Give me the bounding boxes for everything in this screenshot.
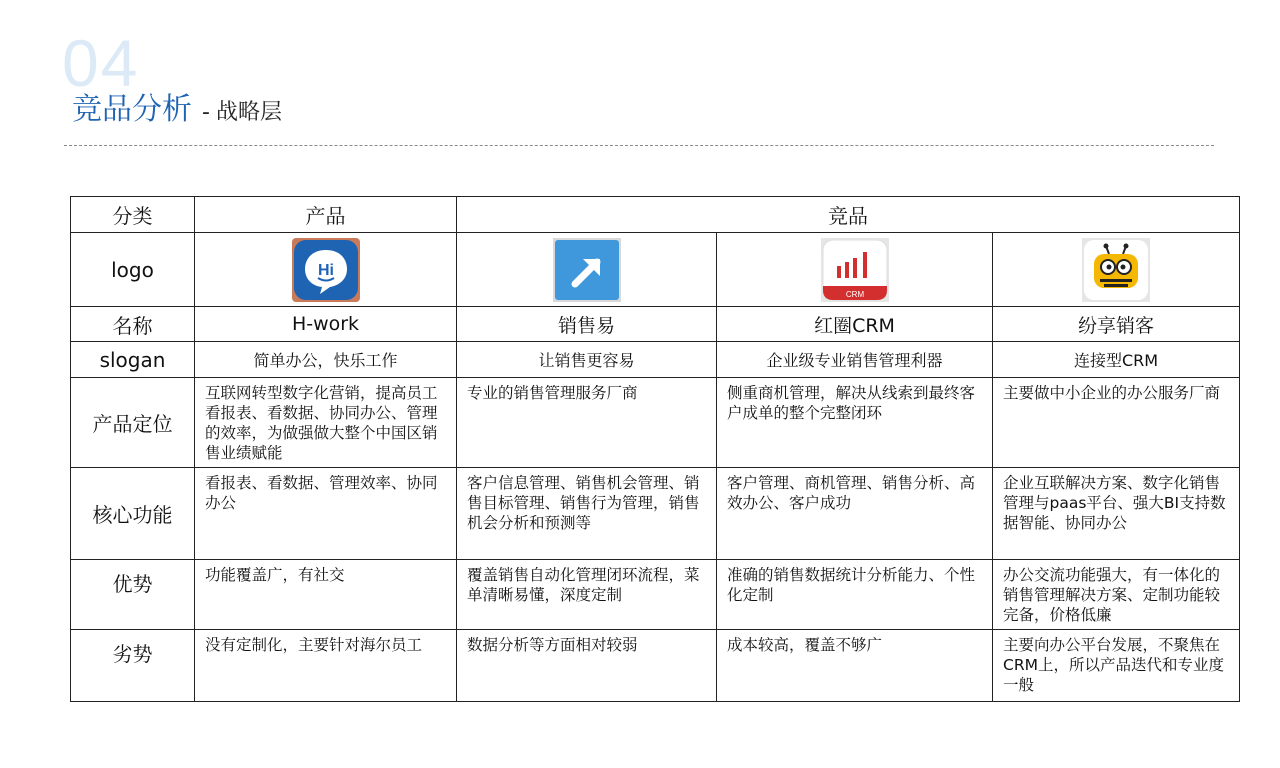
product-features: 企业互联解决方案、数字化销售管理与paas平台、强大BI支持数据智能、协同办公 — [993, 468, 1240, 560]
row-label-name: 名称 — [71, 307, 195, 342]
logo-cell — [195, 233, 457, 307]
features-row — [71, 468, 1240, 560]
title-separator: - — [202, 100, 210, 125]
row-label-disadvantages: 劣势 — [71, 630, 195, 702]
logo-row — [71, 233, 1240, 307]
header-category: 分类 — [71, 197, 195, 233]
product-features: 看报表、看数据、管理效率、协同办公 — [195, 468, 457, 560]
product-positioning: 专业的销售管理服务厂商 — [457, 378, 717, 468]
product-slogan: 企业级专业销售管理利器 — [717, 342, 993, 378]
product-slogan: 简单办公，快乐工作 — [195, 342, 457, 378]
header-row — [71, 197, 1240, 233]
header-competitors: 竞品 — [457, 197, 1240, 233]
row-label-advantages: 优势 — [71, 560, 195, 630]
title-main: 竞品分析 — [72, 92, 192, 127]
title-subtitle: 战略层 — [215, 100, 282, 125]
product-disadvantages: 主要向办公平台发展，不聚焦在CRM上，所以产品迭代和专业度一般 — [993, 630, 1240, 702]
page-title — [72, 84, 282, 128]
product-advantages: 准确的销售数据统计分析能力、个性化定制 — [717, 560, 993, 630]
product-name: 销售易 — [457, 307, 717, 342]
svg-text:Hi: Hi — [317, 261, 334, 279]
product-slogan: 连接型CRM — [993, 342, 1240, 378]
product-features: 客户信息管理、销售机会管理、销售目标管理、销售行为管理，销售机会分析和预测等 — [457, 468, 717, 560]
product-disadvantages: 没有定制化，主要针对海尔员工 — [195, 630, 457, 702]
product-advantages: 覆盖销售自动化管理闭环流程，菜单清晰易懂，深度定制 — [457, 560, 717, 630]
product-features: 客户管理、商机管理、销售分析、高效办公、客户成功 — [717, 468, 993, 560]
product-positioning: 主要做中小企业的办公服务厂商 — [993, 378, 1240, 468]
title-divider — [64, 145, 1214, 146]
product-name: 纷享销客 — [993, 307, 1240, 342]
header-product: 产品 — [195, 197, 457, 233]
bee-mascot-icon — [1082, 238, 1150, 302]
arrow-up-right-icon — [553, 238, 621, 302]
section-number: 04 — [62, 26, 140, 100]
product-advantages: 功能覆盖广，有社交 — [195, 560, 457, 630]
name-row — [71, 307, 1240, 342]
advantages-row — [71, 560, 1240, 630]
product-name: H-work — [195, 307, 457, 342]
row-label-logo: logo — [71, 233, 195, 307]
logo-cell — [993, 233, 1240, 307]
product-slogan: 让销售更容易 — [457, 342, 717, 378]
comparison-table — [70, 196, 1240, 702]
product-positioning: 侧重商机管理，解决从线索到最终客户成单的整个完整闭环 — [717, 378, 993, 468]
disadvantages-row — [71, 630, 1240, 702]
product-positioning: 互联网转型数字化营销，提高员工看报表、看数据、协同办公、管理的效率，为做强做大整个中国区销售业绩赋能 — [195, 378, 457, 468]
svg-text:CRM: CRM — [845, 289, 864, 299]
product-disadvantages: 数据分析等方面相对较弱 — [457, 630, 717, 702]
row-label-slogan: slogan — [71, 342, 195, 378]
bar-chart-icon — [821, 238, 889, 302]
product-name: 红圈CRM — [717, 307, 993, 342]
logo-cell — [717, 233, 993, 307]
positioning-row — [71, 378, 1240, 468]
slogan-row — [71, 342, 1240, 378]
row-label-features: 核心功能 — [71, 468, 195, 560]
row-label-positioning: 产品定位 — [71, 378, 195, 468]
product-advantages: 办公交流功能强大，有一体化的销售管理解决方案、定制功能较完备，价格低廉 — [993, 560, 1240, 630]
product-disadvantages: 成本较高，覆盖不够广 — [717, 630, 993, 702]
logo-cell — [457, 233, 717, 307]
hwork-logo-icon — [292, 238, 360, 302]
